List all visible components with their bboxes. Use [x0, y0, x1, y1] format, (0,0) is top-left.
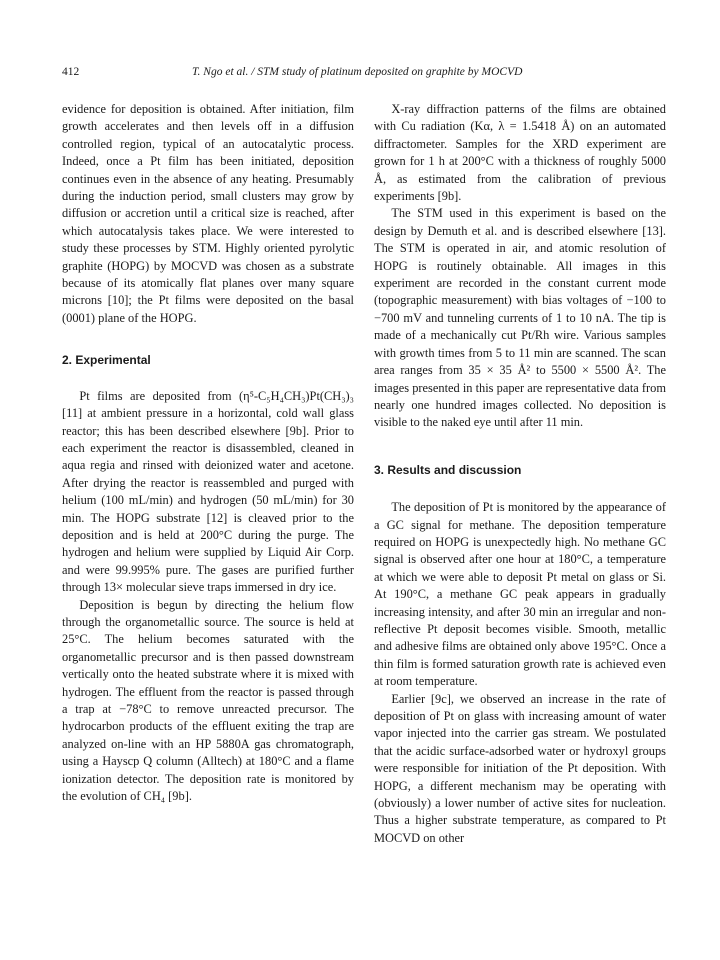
results-paragraph-1: The deposition of Pt is monitored by the appearance of a GC signal for methane. The deposition temperature required on HOPG is unexpectedly high. No methane GC signal is observed after one hour at 180°C, a temperature at which we were able to deposit Pt metal on glass or Si. At 190°C, a methane GC peak appears in gradually increasing intensity, and after 30 min an irregular and non-reflective Pt deposit becomes visible. Smooth, metallic and adhesive films are obtained only above 195°C. Once a thin film is formed saturation growth rate is achieved even at room temperature.	[374, 500, 666, 689]
xrd-paragraph: X-ray diffraction patterns of the films are obtained with Cu radiation (Kα, λ = 1.5418 Å) on an automated diffractometer. Samples for the XRD experiment are grown for 1 h at 200°C with a thickness of roughly 5000 Å, as estimated from the calibration of previous experiments [9b].	[374, 102, 666, 204]
section-heading-results: 3. Results and discussion	[374, 462, 522, 477]
page-number: 412	[62, 66, 80, 78]
running-head: T. Ngo et al. / STM study of platinum deposited on graphite by MOCVD	[192, 66, 523, 78]
results-paragraph-2: Earlier [9c], we observed an increase in the rate of deposition of Pt on glass with increasing amount of water vapor injected into the carrier gas stream. We postulated that the acidic surface-adsorbed water or hydroxyl groups were responsible for initiation of the Pt deposition. With HOPG, a different mechanism may be operating with (obviously) a lower number of active sites for nucleation. Thus a higher substrate temperature, as compared to Pt MOCVD on other	[374, 691, 666, 845]
intro-paragraph: evidence for deposition is obtained. After initiation, film growth accelerates and then levels off in a diffusion controlled region, typical of an autocatalytic process. Indeed, once a Pt film has been initiated, deposition continues even in the absence of any heating. Presumably during the induction period, small clusters may grow by diffusion or accretion until a critical size is reached, after which autocatalysis takes place. We were interested to study these processes by STM. Highly oriented pyrolytic graphite (HOPG) by MOCVD was chosen as a substrate because of its atomically flat planes over many square microns [10]; the Pt films were deposited on the basal (0001) plane of the HOPG.	[62, 102, 354, 325]
section-heading-experimental: 2. Experimental	[62, 353, 151, 368]
right-column	[374, 101, 666, 847]
experimental-paragraph-2: Deposition is begun by directing the helium flow through the organometallic source. The source is held at 25°C. The helium becomes saturated with the organometallic precursor and is then passed downstream vertically onto the heated substrate where it is mixed with hydrogen. The effluent from the reactor is passed through a trap at −78°C to remove unreacted precursor. The hydrocarbon products of the effluent exiting the trap are analyzed on-line with an HP 5880A gas chromatograph, using a Hayscp Q column (Alltech) at 180°C and a flame ionization detector. The deposition rate is monitored by the evolution of CH₄ [9b].	[62, 597, 354, 804]
stm-paragraph: The STM used in this experiment is based on the design by Demuth et al. and is described elsewhere [13]. The STM is operated in air, and atomic resolution of HOPG is routinely obtainable. All images in this experiment are recorded in the constant current mode (topographic measurement) with bias voltages of −100 to −700 mV and tunneling currents of 1 to 10 nA. The tip is made of a mechanically cut Pt/Rh wire. Various samples with growth times from 5 to 11 min are scanned. The scan area ranges from 35 × 35 Å² to 5500 × 5500 Å². The images presented in this paper are representative data from nearly one hundred images collected. No deposition is visible to the naked eye until after 11 min.	[374, 206, 666, 430]
page-header	[62, 66, 658, 84]
left-column	[62, 101, 354, 805]
experimental-paragraph-1: Pt films are deposited from (η⁵-C₅H₄CH₃)Pt(CH₃)₃ [11] at ambient pressure in a horizontal, cold wall glass reactor; this has been described elsewhere [9b]. Prior to each experiment the reactor is disassembled, cleaned in aqua regia and rinsed with deionized water and acetone. After drying the reactor is reassembled and purged with helium (100 mL/min) and hydrogen (50 mL/min) for 30 min. The HOPG substrate [12] is cleaved prior to the deposition and is held at 200°C during the purge. The hydrogen and helium were supplied by Liquid Air Corp. and were 99.995% pure. The gases are purified further through 13× molecular sieve traps immersed in dry ice.	[62, 388, 354, 595]
